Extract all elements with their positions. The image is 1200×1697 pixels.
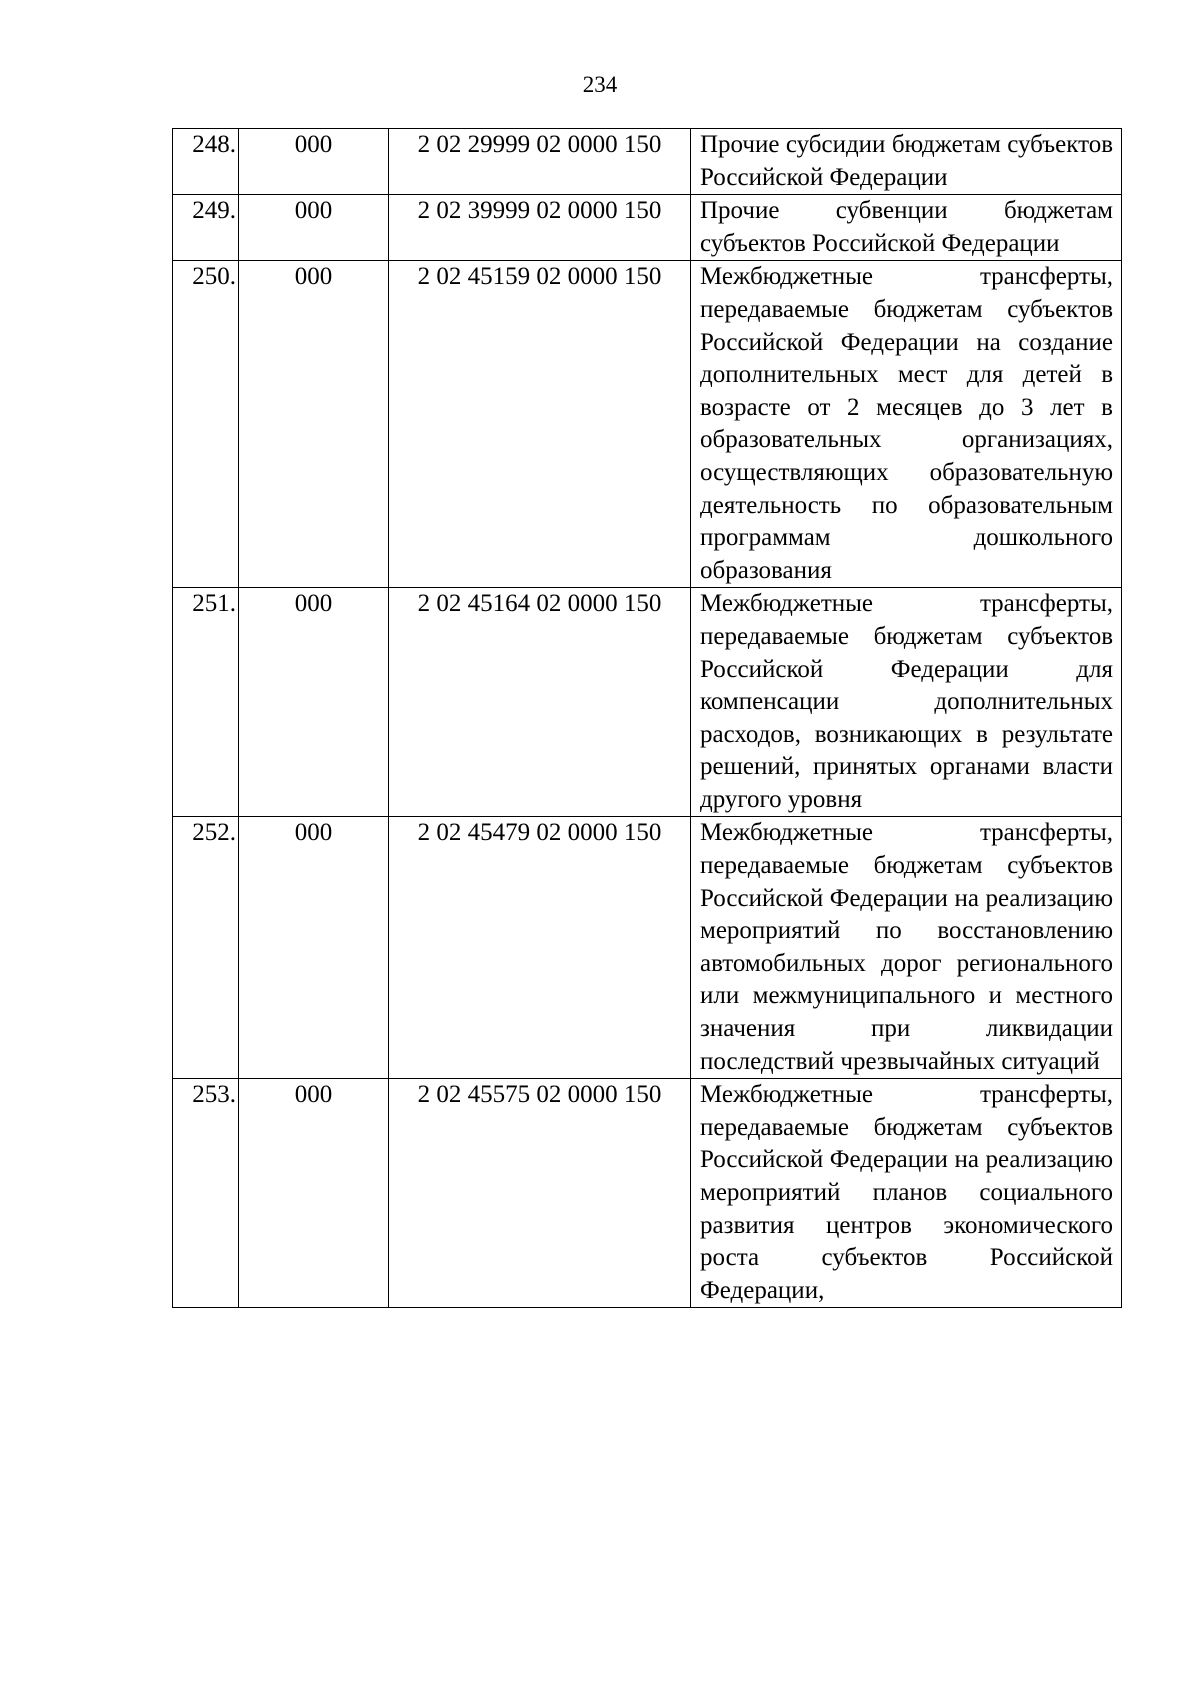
- table-row: [173, 817, 1122, 1079]
- revenue-name-cell: [691, 817, 1122, 1079]
- revenue-name-text: Межбюджетные трансферты, передаваемые бюджетам субъектов Российской Федерации для компенсации дополнительных расходов, возникающих в результате решений, принятых органами власти другого уровня: [700, 590, 1113, 813]
- admin-code-cell: 000: [239, 129, 389, 195]
- table-row: [173, 261, 1122, 588]
- page-number: 234: [582, 72, 618, 97]
- admin-code-cell: 000: [239, 588, 389, 817]
- budget-code-cell: 2 02 45164 02 0000 150: [389, 588, 691, 817]
- row-number-cell: 251.: [173, 588, 239, 817]
- table-row: [173, 588, 1122, 817]
- admin-code-cell: 000: [239, 195, 389, 261]
- revenue-name-cell: [691, 195, 1122, 261]
- row-number-cell: 248.: [173, 129, 239, 195]
- table-row: [173, 1079, 1122, 1308]
- row-number-cell: 252.: [173, 817, 239, 1079]
- revenue-name-text: Межбюджетные трансферты, передаваемые бюджетам субъектов Российской Федерации на реализацию мероприятий по восстановлению автомобильных дорог регионального или межмуниципального и местного значения при ликвидации последствий чрезвычайных ситуаций: [700, 819, 1113, 1075]
- budget-code-cell: 2 02 29999 02 0000 150: [389, 129, 691, 195]
- revenue-name-cell: [691, 1079, 1122, 1308]
- budget-code-cell: 2 02 45159 02 0000 150: [389, 261, 691, 588]
- revenue-name-text: Прочие субвенции бюджетам субъектов Российской Федерации: [700, 197, 1113, 257]
- budget-code-cell: 2 02 39999 02 0000 150: [389, 195, 691, 261]
- admin-code-cell: 000: [239, 261, 389, 588]
- row-number-cell: 253.: [173, 1079, 239, 1308]
- revenue-name-text: Межбюджетные трансферты, передаваемые бюджетам субъектов Российской Федерации на создание дополнительных мест для детей в возрасте от 2 месяцев до 3 лет в образовательных организациях, осуществляющих образовательную деятельность по образовательным программам дошкольного образования: [700, 263, 1113, 584]
- revenue-name-text: Прочие субсидии бюджетам субъектов Российской Федерации: [700, 131, 1113, 191]
- revenue-name-text: Межбюджетные трансферты, передаваемые бюджетам субъектов Российской Федерации на реализацию мероприятий планов социального развития центров экономического роста субъектов Российской Федерации,: [700, 1081, 1113, 1304]
- row-number-cell: 249.: [173, 195, 239, 261]
- table-row: [173, 195, 1122, 261]
- admin-code-cell: 000: [239, 1079, 389, 1308]
- revenue-name-cell: [691, 261, 1122, 588]
- budget-revenue-table: [172, 128, 1122, 1308]
- budget-code-cell: 2 02 45575 02 0000 150: [389, 1079, 691, 1308]
- admin-code-cell: 000: [239, 817, 389, 1079]
- revenue-name-cell: [691, 588, 1122, 817]
- revenue-name-cell: [691, 129, 1122, 195]
- table-row: [173, 129, 1122, 195]
- budget-code-cell: 2 02 45479 02 0000 150: [389, 817, 691, 1079]
- row-number-cell: 250.: [173, 261, 239, 588]
